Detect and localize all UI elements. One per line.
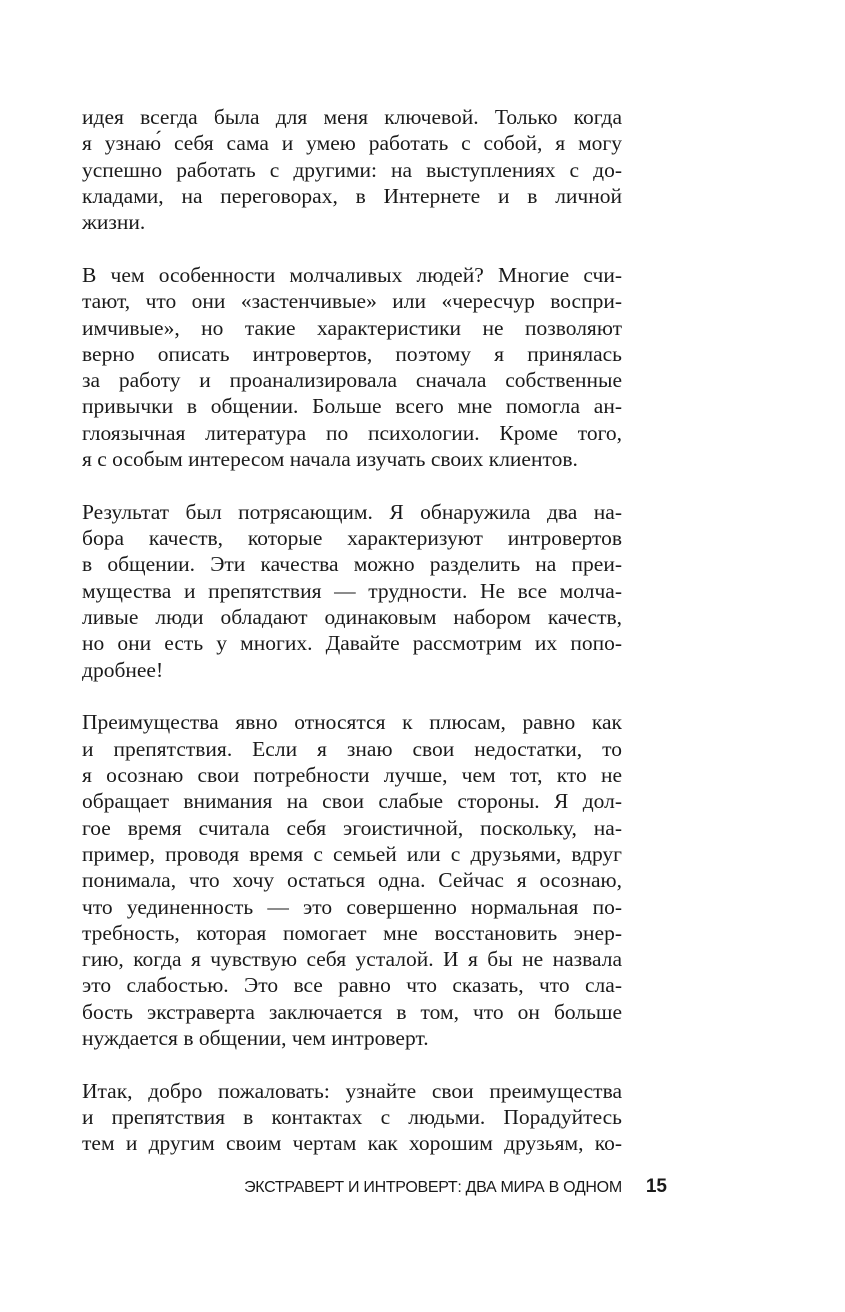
text-line: это слабостью. Это все равно что сказать, что сла-	[82, 973, 622, 998]
text-line: обращает внимания на свои слабые стороны. Я дол-	[82, 789, 622, 814]
text-line: тают, что они «застенчивые» или «чересчур воспри-	[82, 289, 622, 314]
text-line: кладами, на переговорах, в Интернете и в личной	[82, 183, 622, 208]
text-line: гию, когда я чувствую себя усталой. И я бы не назвала	[82, 947, 622, 972]
text-line: успешно работать с другими: на выступлениях с до-	[82, 157, 622, 182]
text-line: понимала, что хочу остаться одна. Сейчас я осознаю,	[82, 868, 622, 893]
text-line: бость экстраверта заключается в том, что он больше	[82, 999, 622, 1024]
text-line: требность, которая помогает мне восстановить энер-	[82, 920, 622, 945]
text-line: что уединенность — это совершенно нормальная по-	[82, 894, 622, 919]
text-line: глоязычная литература по психологии. Кроме того,	[82, 420, 622, 445]
text-line: тем и другим своим чертам как хорошим друзьям, ко-	[82, 1131, 622, 1156]
page-body	[82, 104, 622, 1157]
text-line: но они есть у многих. Давайте рассмотрим их попо-	[82, 631, 622, 656]
paragraph-5	[82, 1078, 622, 1157]
text-line: пример, проводя время с семьей или с друзьями, вдруг	[82, 841, 622, 866]
paragraph-3	[82, 499, 622, 683]
text-line: ливые люди обладают одинаковым набором качеств,	[82, 605, 622, 630]
text-line: верно описать интровертов, поэтому я принялась	[82, 341, 622, 366]
text-line: гое время считала себя эгоистичной, поскольку, на-	[82, 815, 622, 840]
paragraph-4	[82, 709, 622, 1051]
text-line: я узнаю́ себя сама и умею работать с собой, я могу	[82, 131, 622, 156]
text-line: я осознаю свои потребности лучше, чем тот, кто не	[82, 763, 622, 788]
text-line: дробнее!	[82, 657, 164, 682]
text-line: нуждается в общении, чем интроверт.	[82, 1026, 429, 1050]
text-line: в общении. Эти качества можно разделить на преи-	[82, 552, 622, 577]
text-line: Итак, добро пожаловать: узнайте свои преимущества	[82, 1078, 622, 1103]
text-line: привычки в общении. Больше всего мне помогла ан-	[82, 394, 622, 419]
text-line: и препятствия. Если я знаю свои недостатки, то	[82, 736, 622, 761]
page-footer	[82, 1176, 667, 1198]
text-line: имчивые», но такие характеристики не позволяют	[82, 315, 622, 340]
text-line: я с особым интересом начала изучать своих клиентов.	[82, 447, 578, 472]
text-line: В чем особенности молчаливых людей? Многие счи-	[82, 262, 622, 287]
text-line: за работу и проанализировала сначала собственные	[82, 368, 622, 393]
text-line: и препятствия в контактах с людьми. Порадуйтесь	[82, 1105, 622, 1130]
running-head: ЭКСТРАВЕРТ И ИНТРОВЕРТ: ДВА МИРА В ОДНОМ	[244, 1179, 622, 1196]
text-line: мущества и препятствия — трудности. Не все молча-	[82, 578, 622, 603]
page-number: 15	[645, 1176, 667, 1197]
text-line: Результат был потрясающим. Я обнаружила два на-	[82, 499, 622, 524]
text-line: Преимущества явно относятся к плюсам, равно как	[82, 710, 622, 735]
text-line: жизни.	[82, 210, 146, 235]
paragraph-2	[82, 262, 622, 472]
text-line: бора качеств, которые характеризуют интровертов	[82, 526, 622, 551]
paragraph-1	[82, 104, 622, 235]
text-line: идея всегда была для меня ключевой. Только когда	[82, 105, 622, 129]
